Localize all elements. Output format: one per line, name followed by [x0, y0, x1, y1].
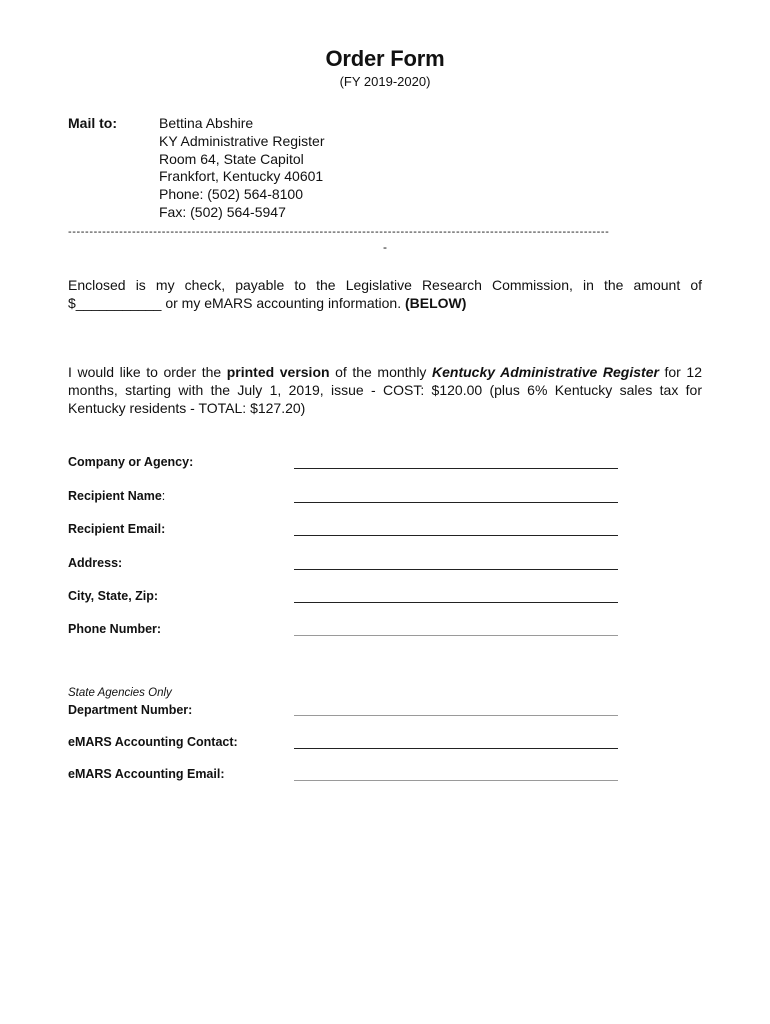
address-input[interactable] — [294, 569, 618, 570]
order-text-3: for 12 months, starting with the July 1, 2019, issue - COST: $120.00 (plus 6% Kentucky sales tax for Kentucky residents - TOTAL: $127.20) — [68, 364, 702, 416]
emars-contact-input[interactable] — [294, 748, 618, 749]
payment-paragraph — [68, 276, 702, 312]
recipient-email-input[interactable] — [294, 535, 618, 536]
emars-contact-label: eMARS Accounting Contact: — [68, 735, 238, 749]
dashed-separator: ------------------------------------------------------------------------------------------------------------------------------- — [68, 226, 610, 238]
phone-label: Phone Number: — [68, 622, 162, 636]
printed-version-bold: printed version — [226, 364, 330, 380]
mail-to-line: KY Administrative Register — [159, 132, 325, 149]
mail-to-line: Bettina Abshire — [159, 115, 254, 131]
department-number-label: Department Number: — [68, 703, 193, 717]
emars-email-input[interactable] — [294, 780, 618, 781]
city-state-zip-label: City, State, Zip: — [68, 589, 159, 603]
department-number-input[interactable] — [294, 715, 618, 716]
city-state-zip-input[interactable] — [294, 602, 618, 603]
order-text-2: of the monthly — [329, 364, 433, 380]
page-title: Order Form — [325, 46, 445, 71]
payment-below-bold: (BELOW) — [404, 295, 467, 311]
payment-text: Enclosed is my check, payable to the Legislative Research Commission, in the amount of $___________ or my eMARS accounting information. — [68, 277, 702, 311]
mail-to-label: Mail to: — [68, 115, 117, 131]
emars-email-label: eMARS Accounting Email: — [68, 767, 225, 781]
mail-to-line: Frankfort, Kentucky 40601 — [159, 168, 324, 185]
recipient-name-label — [68, 489, 165, 503]
mail-to-line: Fax: (502) 564-5947 — [159, 203, 286, 220]
order-paragraph — [68, 363, 702, 417]
recipient-name-colon: : — [161, 489, 166, 503]
state-agencies-note: State Agencies Only — [68, 687, 172, 699]
dashed-separator-tail: - — [383, 240, 387, 254]
phone-input[interactable] — [294, 635, 618, 636]
mail-to-address — [159, 115, 324, 222]
recipient-name-label-text: Recipient Name — [68, 489, 162, 503]
register-name-bold-italic: Kentucky Administrative Register — [432, 364, 659, 380]
company-label: Company or Agency: — [68, 455, 194, 469]
order-text-1: I would like to order the — [68, 364, 227, 380]
recipient-email-label: Recipient Email: — [68, 522, 166, 536]
company-input[interactable] — [294, 468, 618, 469]
mail-to-line: Phone: (502) 564-8100 — [159, 186, 303, 203]
address-label: Address: — [68, 556, 123, 570]
fiscal-year-subtitle: (FY 2019-2020) — [339, 74, 431, 89]
recipient-name-input[interactable] — [294, 502, 618, 503]
mail-to-line: Room 64, State Capitol — [159, 150, 304, 167]
